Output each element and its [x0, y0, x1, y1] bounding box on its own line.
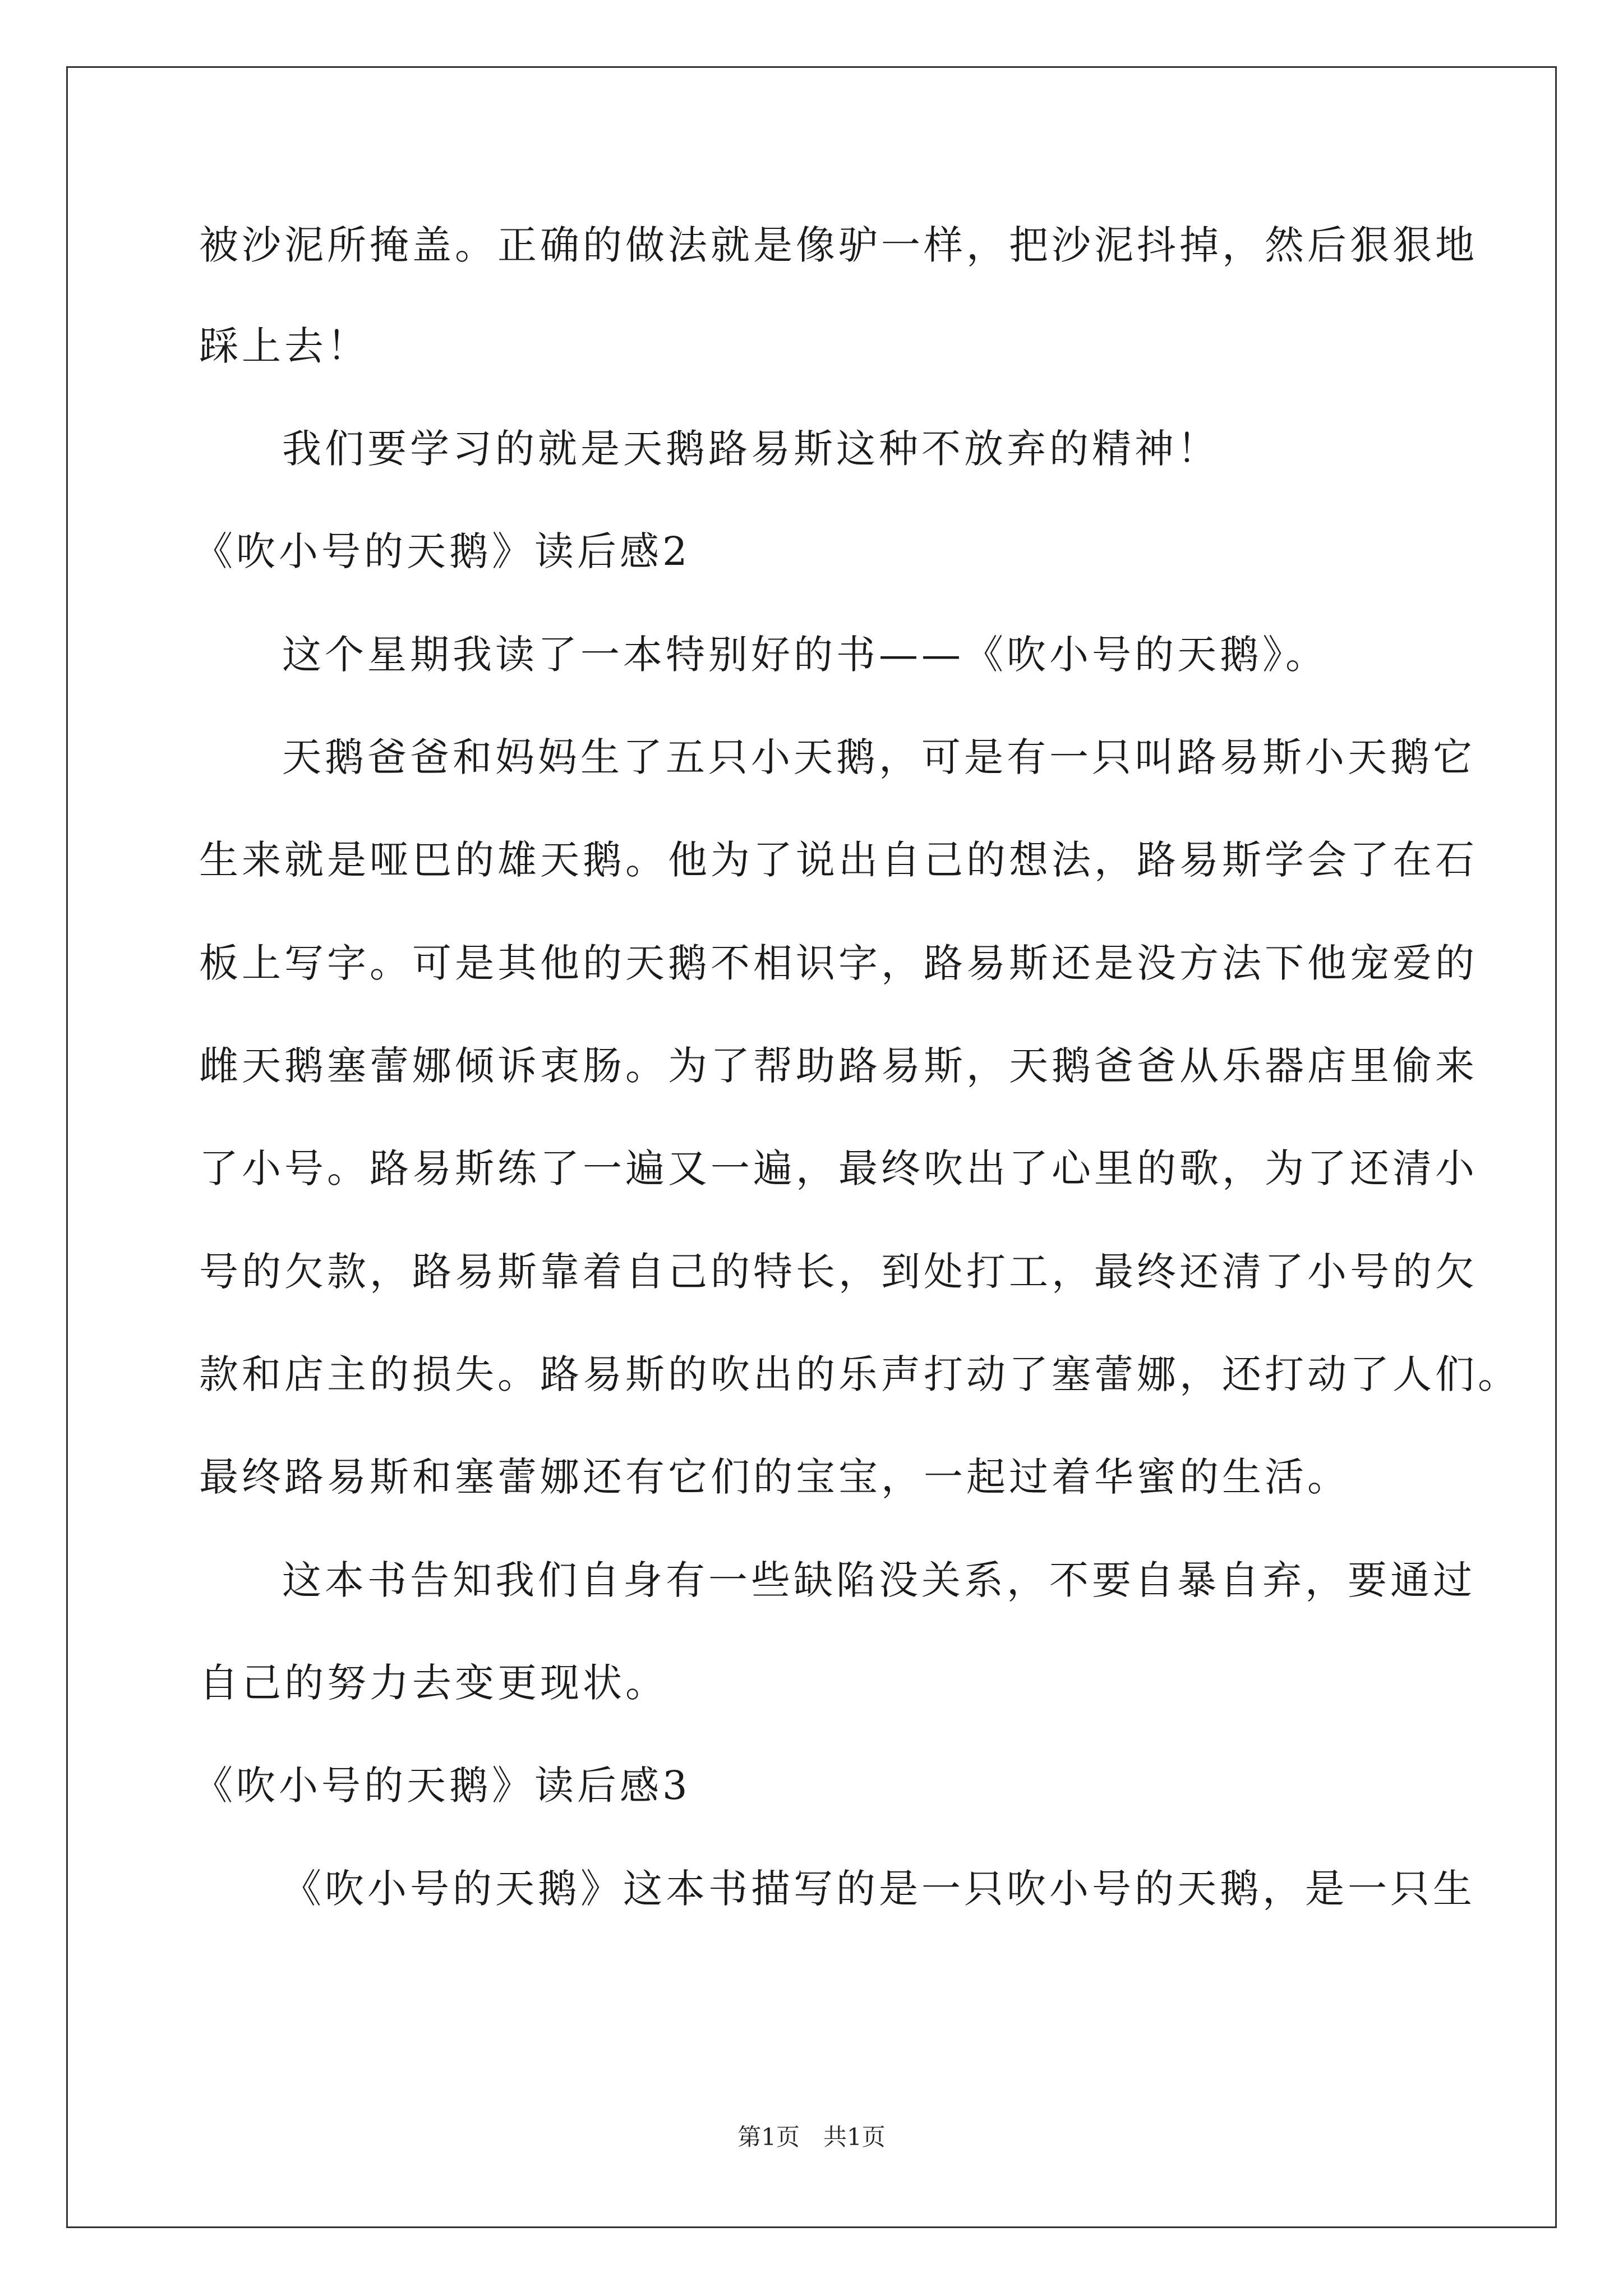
text-line: 号的欠款，路易斯靠着自己的特长，到处打工，最终还清了小号的欠 [199, 1249, 1478, 1295]
text-line: 最终路易斯和塞蕾娜还有它们的宝宝，一起过着华蜜的生活。 [199, 1454, 1350, 1500]
text-line: 踩上去！ [199, 323, 370, 369]
section-heading: 《吹小号的天鹅》读后感2 [193, 528, 691, 574]
paragraph-line: 我们要学习的就是天鹅路易斯这种不放弃的精神！ [282, 426, 1220, 472]
paragraph-line: 《吹小号的天鹅》这本书描写的是一只吹小号的天鹅，是一只生 [282, 1866, 1476, 1912]
paragraph-line: 这本书告知我们自身有一些缺陷没关系，不要自暴自弃，要通过 [282, 1557, 1476, 1603]
paragraph-line: 天鹅爸爸和妈妈生了五只小天鹅，可是有一只叫路易斯小天鹅它 [282, 734, 1476, 780]
text-line: 被沙泥所掩盖。正确的做法就是像驴一样，把沙泥抖掉，然后狠狠地 [199, 222, 1478, 268]
text-line: 款和店主的损失。路易斯的吹出的乐声打动了塞蕾娜，还打动了人们。 [199, 1351, 1520, 1397]
text-line: 雌天鹅塞蕾娜倾诉衷肠。为了帮助路易斯，天鹅爸爸从乐器店里偷来 [199, 1043, 1478, 1089]
text-line: 自己的努力去变更现状。 [199, 1660, 668, 1706]
paragraph-line: 这个星期我读了一本特别好的书——《吹小号的天鹅》。 [282, 632, 1328, 678]
text-line: 生来就是哑巴的雄天鹅。他为了说出自己的想法，路易斯学会了在石 [199, 837, 1478, 883]
text-line: 了小号。路易斯练了一遍又一遍，最终吹出了心里的歌，为了还清小 [199, 1145, 1478, 1191]
text-line: 板上写字。可是其他的天鹅不相识字，路易斯还是没方法下他宠爱的 [199, 940, 1478, 986]
page-number-footer: 第1页 共1页 [737, 2123, 886, 2151]
section-heading: 《吹小号的天鹅》读后感3 [193, 1763, 691, 1809]
